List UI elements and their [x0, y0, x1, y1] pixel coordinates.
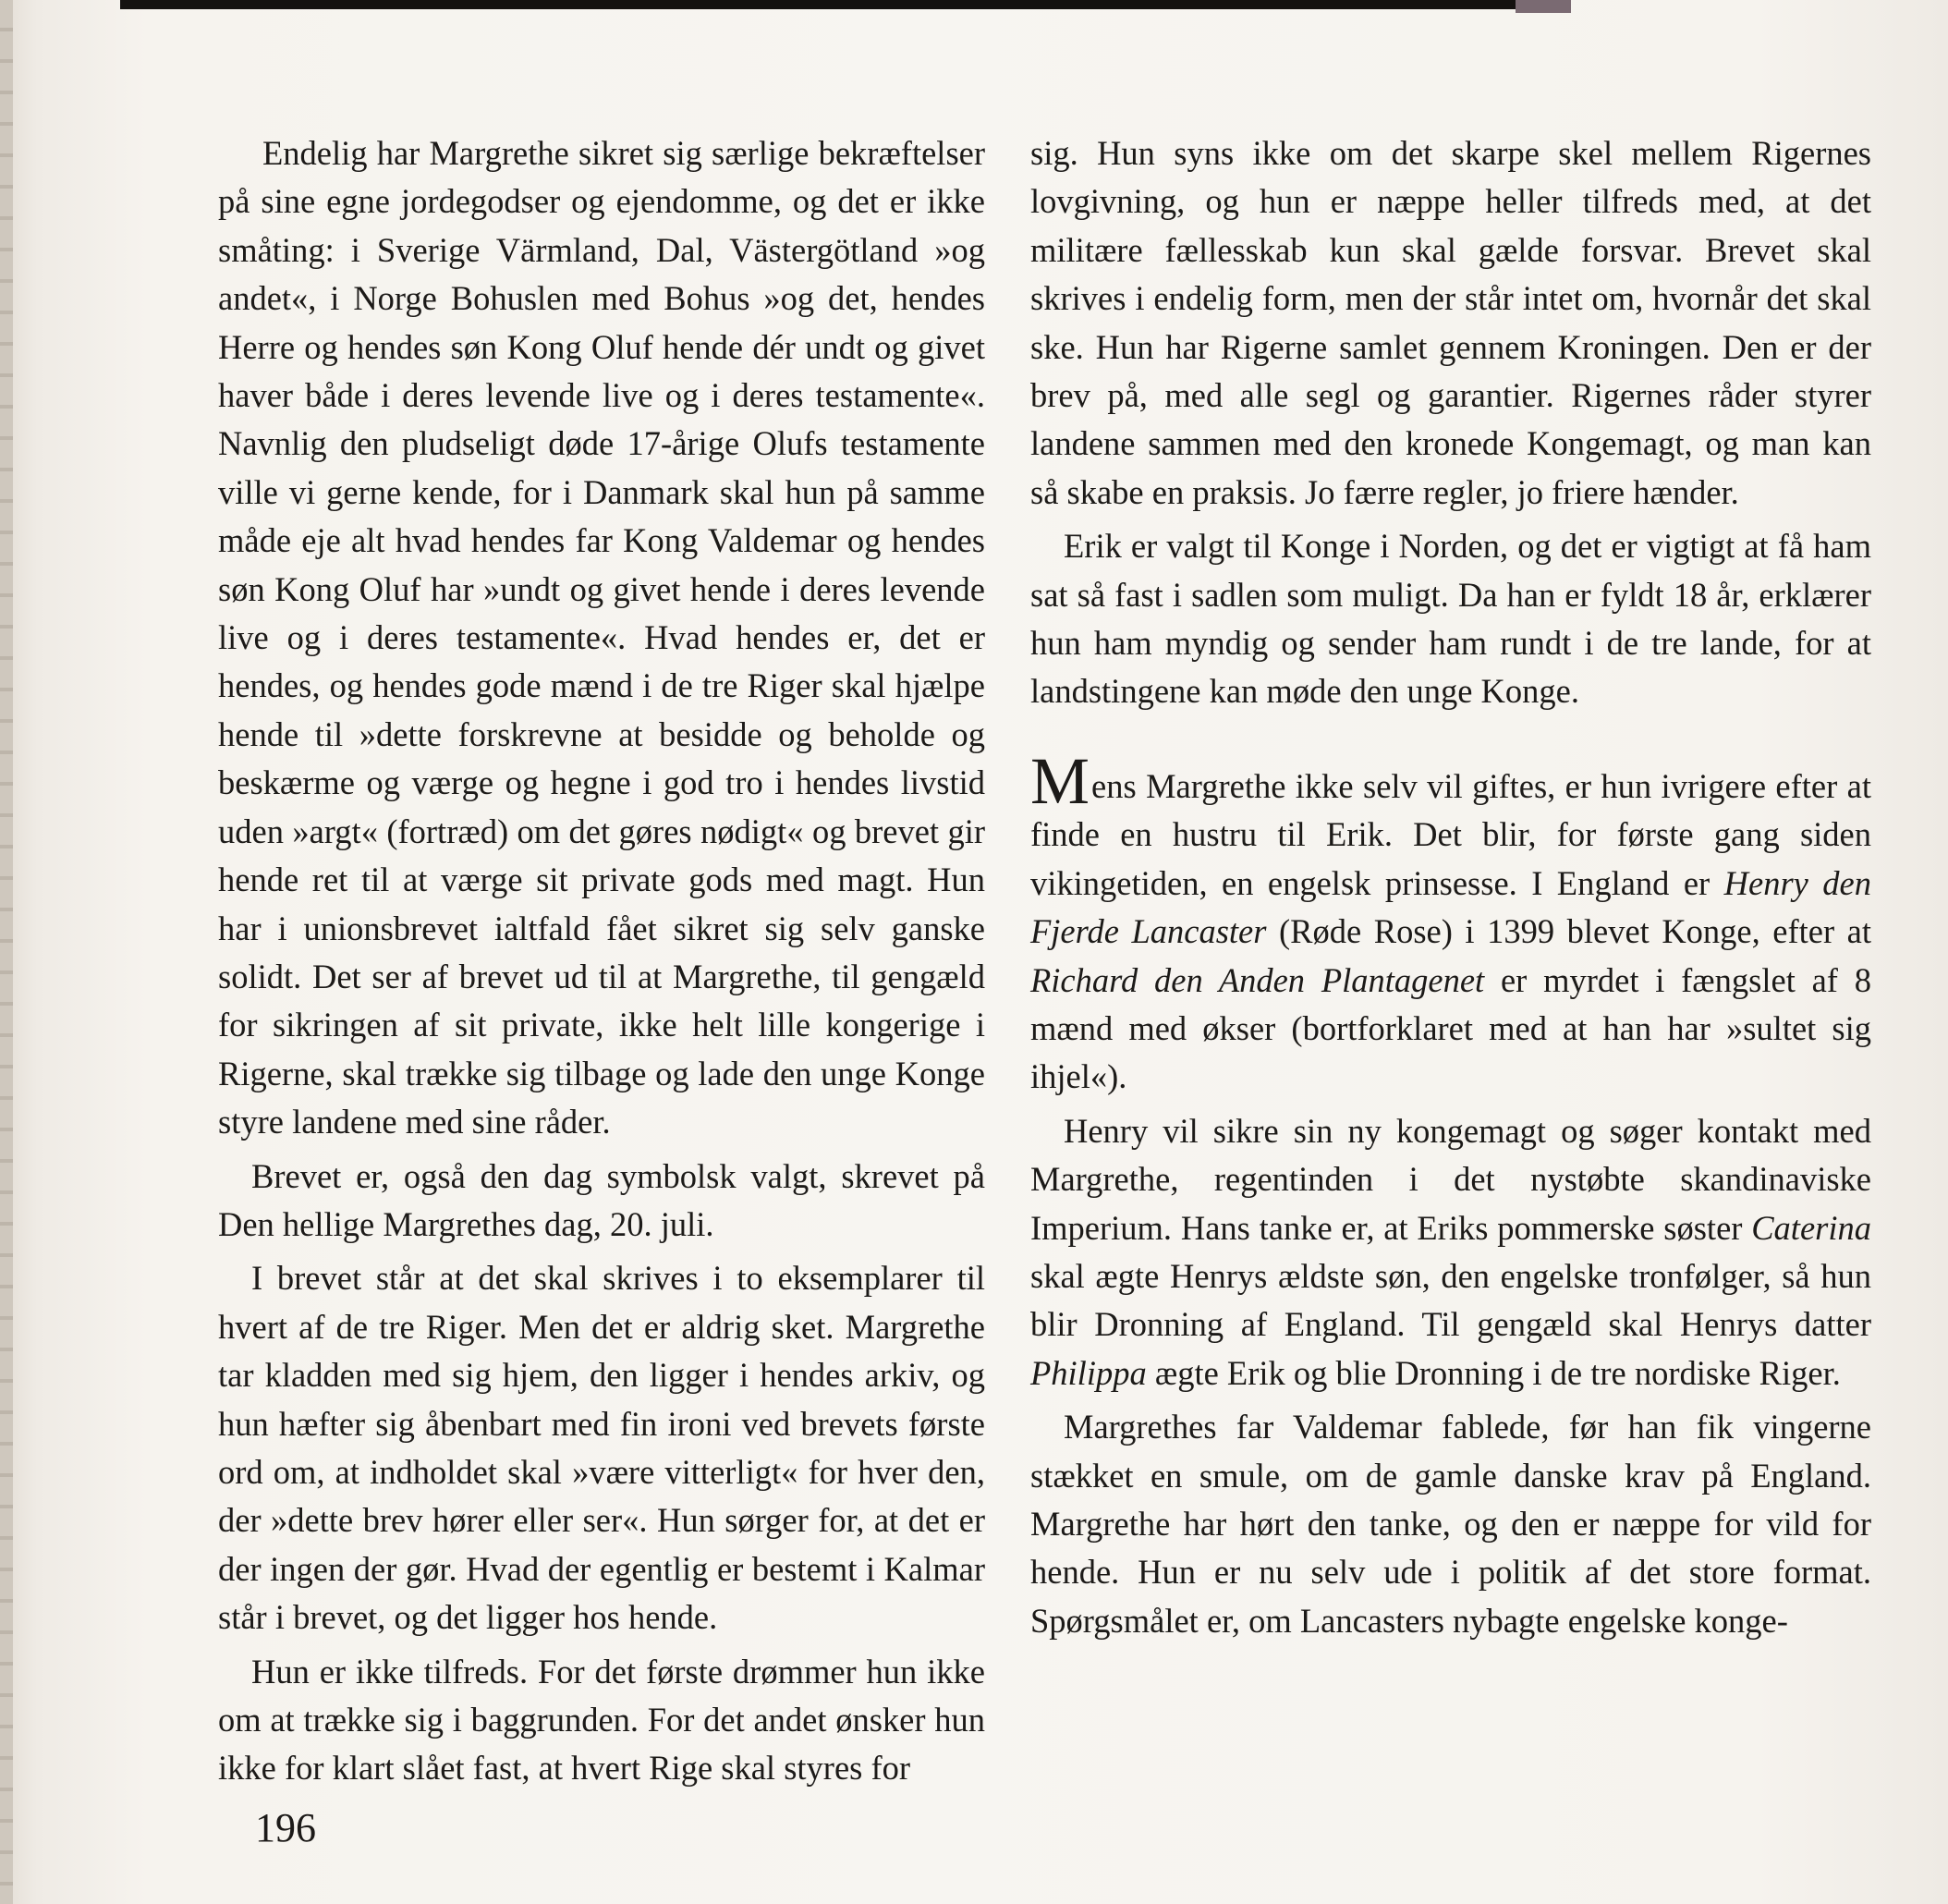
italic-name: Philippa [1030, 1353, 1147, 1392]
paragraph: Henry vil sikre sin ny kongemagt og søger kontakt med Margrethe, regentinden i det nystøbte skandinaviske Imperium. Hans tanke er, at Eriks pommerske søster Caterina skal ægte Henrys ældste søn, den engelske tronfølger, så hun blir Dronning af England. Til gengæld skal Henrys datter Philippa ægte Erik og blie Dronning i de tre nordiske Riger. [1030, 1111, 1871, 1392]
top-border [120, 0, 1571, 9]
paragraph: Margrethes far Valdemar fablede, før han fik vingerne stækket en smule, om de gamle danske krav på England. Margrethe har hørt den tanke, og den er næppe for vild for hende. Hun er nu selv ude i politik af det store format. Spørgsmålet er, om Lancasters nybagte engelske konge- [1030, 1408, 1871, 1640]
paragraph: I brevet står at det skal skrives i to eksemplarer til hvert af de tre Riger. Men det er aldrig sket. Margrethe tar kladden med sig hjem, den ligger i hendes arkiv, og hun hæfter sig åbenbart med fin ironi ved brevets første ord om, at indholdet skal »være vitterligt« for hver den, der »dette brev hører eller ser«. Hun sørger for, at det er der ingen der gør. Hvad der egentlig er bestemt i Kalmar står i brevet, og det ligger hos hende. [218, 1259, 985, 1637]
left-column [218, 129, 985, 1799]
top-border-mark [1516, 0, 1571, 13]
italic-name: Richard den Anden Plantagenet [1030, 960, 1485, 999]
page-binding-edge [0, 0, 13, 1904]
paragraph: sig. Hun syns ikke om det skarpe skel mellem Rigernes lovgivning, og hun er næppe heller tilfreds med, at det militære fællesskab kun skal gælde forsvar. Brevet skal skrives i endelig form, men der står intet om, hvornår det skal ske. Hun har Rigerne samlet gennem Kroningen. Den er der brev på, med alle segl og garantier. Rigernes råder styrer landene sammen med den kronede Kongemagt, og man kan så skabe en praksis. Jo færre regler, jo friere hænder. [1030, 134, 1871, 511]
section-break [1030, 722, 1871, 763]
page-number: 196 [255, 1805, 316, 1850]
italic-name: Henry den Fjerde Lancaster [1030, 863, 1871, 951]
paragraph: Endelig har Margrethe sikret sig særlige bekræftelser på sine egne jordegodser og ejendomme, og det er ikke småting: i Sverige Värmland, Dal, Västergötland »og andet«, i Norge Bohuslen med Bohus »og det, hendes Herre og hendes søn Kong Oluf hende dér undt og givet haver både i deres levende live og i deres testamente«. Navnlig den pludseligt døde 17-årige Olufs testamente ville vi gerne kende, for i Danmark skal hun på samme måde eje alt hvad hendes far Kong Valdemar og hendes søn Kong Oluf har »undt og givet hende i deres levende live og i deres testamente«. Hvad hendes er, det er hendes, og hendes gode mænd i de tre Riger skal hjælpe hende til »dette forskrevne at besidde og beholde og beskærme og værge og hegne i god tro i hendes livstid uden »argt« (fortræd) om det gøres nødigt« og brevet gir hende ret til at værge sit private gods med magt. Hun har i unionsbrevet ialtfald fået sikret sig selv ganske solidt. Det ser af brevet ud til at Margrethe, til gengæld for sikringen af sit private, ikke helt lille kongerige i Rigerne, skal trække sig tilbage og lade den unge Konge styre landene med sine råder. [218, 134, 985, 1141]
drop-cap: M [1030, 743, 1090, 818]
right-column [1030, 129, 1871, 1651]
paragraph: Erik er valgt til Konge i Norden, og det er vigtigt at få ham sat så fast i sadlen som muligt. Da han er fyldt 18 år, erklærer hun ham myndig og sender ham rundt i de tre lande, for at landstingene kan møde den unge Konge. [1030, 527, 1871, 711]
paragraph: Brevet er, også den dag symbolsk valgt, skrevet på Den hellige Margrethes dag, 20. juli. [218, 1156, 985, 1243]
paragraph: Hun er ikke tilfreds. For det første drømmer hun ikke om at trække sig i baggrunden. For det andet ønsker hun ikke for klart slået fast, at hvert Rige skal styres for [218, 1652, 985, 1788]
italic-name: Caterina [1751, 1208, 1871, 1247]
paragraph-with-dropcap: Mens Margrethe ikke selv vil giftes, er hun ivrigere efter at finde en hustru til Erik. Det blir, for første gang siden vikingetiden, en engelsk prinsesse. I England er Henry den Fjerde Lancaster (Røde Rose) i 1399 blevet Konge, efter at Richard den Anden Plantagenet er myrdet i fængslet af 8 mænd med økser (bortforklaret med at han har »sultet sig ihjel«). [1030, 743, 1871, 1096]
